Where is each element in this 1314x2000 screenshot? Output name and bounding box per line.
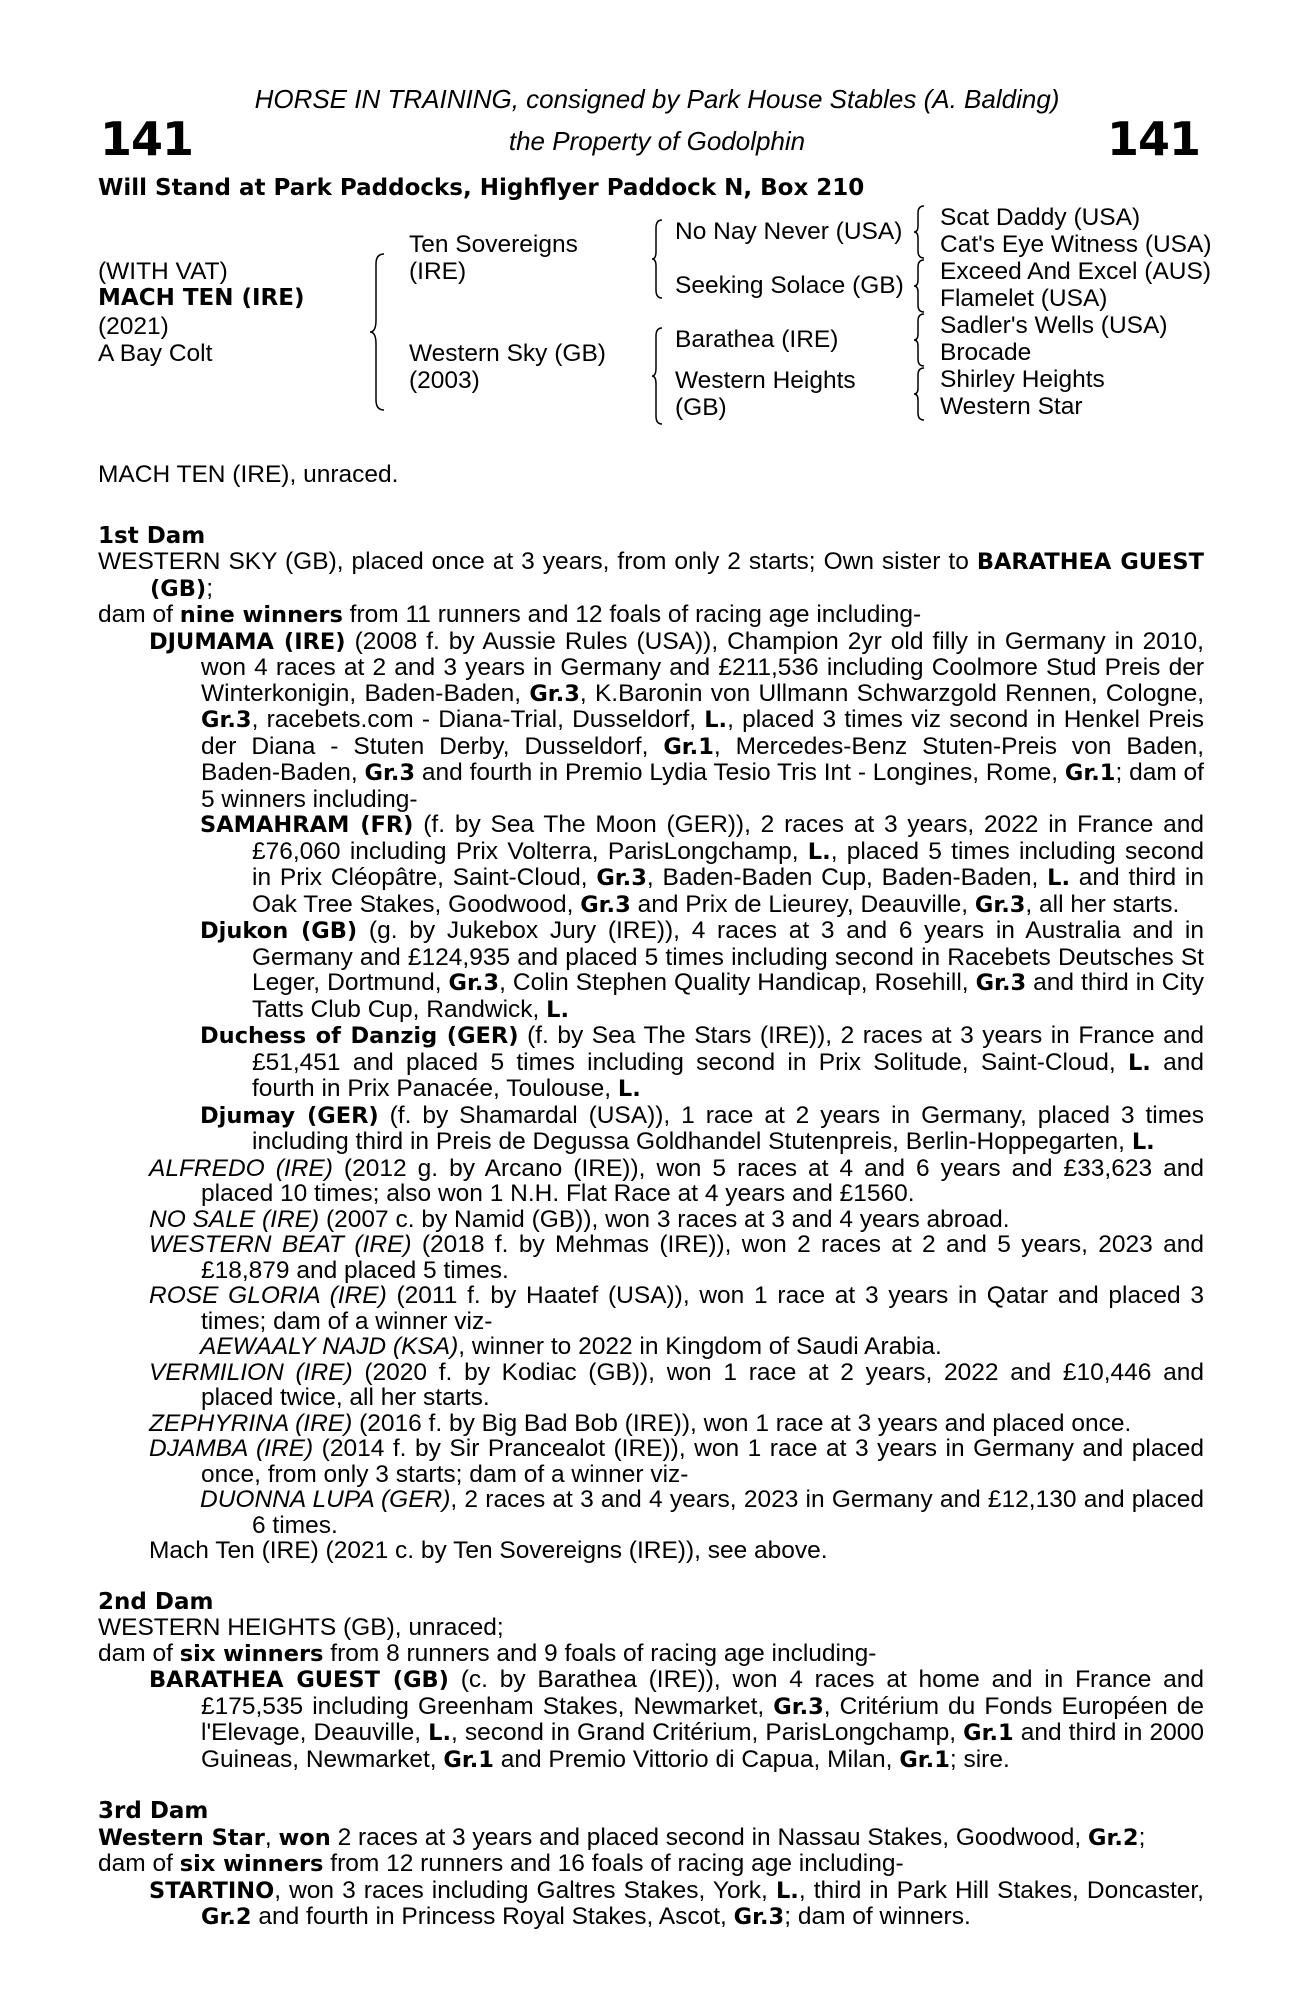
sds: Exceed And Excel (AUS) [940, 258, 1211, 285]
horse-name: MACH TEN (IRE) [98, 285, 305, 311]
progeny-duchess-of-danzig: Duchess of Danzig (GER) (f. by Sea The Stars (IRE)), 2 races at 3 years in France and £51,451 and placed 5 times including second in Prix Solitude, Saint-Cloud, L. and fourth in Prix Panacée, Toulouse, L. [200, 1022, 1204, 1102]
second-dam-intro: WESTERN HEIGHTS (GB), unraced; [98, 1614, 504, 1641]
first-dam-heading: 1st Dam [98, 522, 206, 549]
progeny-duonna-lupa: DUONNA LUPA (GER), 2 races at 3 and 4 years, 2023 in Germany and £12,130 and placed 6 times. [200, 1486, 1204, 1539]
progeny-mach-ten: Mach Ten (IRE) (2021 c. by Ten Sovereigns (IRE)), see above. [149, 1537, 828, 1564]
pedigree-brace-7 [912, 366, 928, 422]
horse-year: (2021) [98, 313, 169, 340]
sdd: Flamelet (USA) [940, 285, 1108, 312]
lot-number-right: 141 [1106, 112, 1200, 166]
sire-dam: Seeking Solace (GB) [675, 272, 904, 299]
pedigree-brace-1 [368, 252, 388, 412]
pedigree-brace-4 [912, 204, 928, 260]
pedigree-brace-2 [650, 218, 666, 300]
catalogue-body [98, 462, 1204, 1931]
ssd: Cat's Eye Witness (USA) [940, 231, 1212, 258]
progeny-djumay: Djumay (GER) (f. by Shamardal (USA)), 1 race at 2 years in Germany, placed 3 times including third in Preis de Degussa Goldhandel Stutenpreis, Berlin-Hoppegarten, L. [200, 1101, 1204, 1155]
dss: Sadler's Wells (USA) [940, 312, 1168, 339]
pedigree-brace-6 [912, 312, 928, 368]
dam-year: (2003) [409, 367, 480, 394]
sire-name: Ten Sovereigns [409, 231, 578, 258]
first-dam-produce: dam of nine winners from 11 runners and 12 foals of racing age including- [98, 601, 922, 628]
dds: Shirley Heights [940, 366, 1105, 393]
third-dam-produce: dam of six winners from 12 runners and 16 foals of racing age including- [98, 1850, 904, 1877]
second-dam-heading: 2nd Dam [98, 1588, 214, 1615]
property-line: the Property of Godolphin [508, 126, 806, 156]
progeny-western-beat: WESTERN BEAT (IRE) (2018 f. by Mehmas (IRE)), won 2 races at 2 and 5 years, 2023 and £18,879 and placed 5 times. [149, 1231, 1204, 1284]
dam-dam: Western Heights [675, 367, 856, 394]
third-dam-heading: 3rd Dam [98, 1798, 209, 1824]
dam-name: Western Sky (GB) [409, 340, 606, 367]
progeny-djukon: Djukon (GB) (g. by Jukebox Jury (IRE)), 4 races at 3 and 6 years in Australia and in Germany and £124,935 and placed 5 times including second in Racebets Deutsches St Leger, Dortmund, Gr.3, Colin Stephen Quality Handicap, Rosehill, Gr.3 and third in City Tatts Club Cup, Randwick, L. [200, 917, 1204, 1023]
third-dam-intro: Western Star, won 2 races at 3 years and placed second in Nassau Stakes, Goodwood, Gr.2; [98, 1823, 1146, 1851]
racing-summary: MACH TEN (IRE), unraced. [98, 461, 399, 488]
vat-note: (WITH VAT) [98, 258, 228, 285]
progeny-djumama: DJUMAMA (IRE) (2008 f. by Aussie Rules (USA)), Champion 2yr old filly in Germany in 2010, won 4 races at 2 and 3 years in Germany and £211,536 including Coolmore Stud Preis der Winterkonigin, Baden-Baden, Gr.3, K.Baronin von Ullmann Schwarzgold Rennen, Cologne, Gr.3, racebets.com - Diana-Trial, Dusseldorf, L., placed 3 times viz second in Henkel Preis der Diana - Stuten Derby, Dusseldorf, Gr.1, Mercedes-Benz Stuten-Preis von Baden, Baden-Baden, Gr.3 and fourth in Premio Lydia Tesio Tris Int - Longines, Rome, Gr.1; dam of 5 winners including- [149, 627, 1205, 813]
sss: Scat Daddy (USA) [940, 204, 1141, 231]
first-dam-intro: WESTERN SKY (GB), placed once at 3 years, from only 2 starts; Own sister to BARATHEA GUEST (GB); [98, 548, 1204, 602]
progeny-aewaaly-najd: AEWAALY NAJD (KSA), winner to 2022 in Kingdom of Saudi Arabia. [200, 1333, 942, 1360]
progeny-vermilion: VERMILION (IRE) (2020 f. by Kodiac (GB)), won 1 race at 2 years, 2022 and £10,446 and placed twice, all her starts. [149, 1358, 1204, 1411]
consignment-line: HORSE IN TRAINING, consigned by Park House Stables (A. Balding) [254, 84, 1060, 114]
progeny-barathea-guest: BARATHEA GUEST (GB) (c. by Barathea (IRE)), won 4 races at home and in France and £175,535 including Greenham Stakes, Newmarket, Gr.3, Critérium du Fonds Européen de l'Elevage, Deauville, L., second in Grand Critérium, ParisLongchamp, Gr.1 and third in 2000 Guineas, Newmarket, Gr.1 and Premio Vittorio di Capua, Milan, Gr.1; sire. [149, 1666, 1204, 1773]
progeny-zephyrina: ZEPHYRINA (IRE) (2016 f. by Big Bad Bob (IRE)), won 1 race at 3 years and placed once. [149, 1409, 1132, 1437]
sire-origin: (IRE) [409, 258, 467, 285]
horse-description: A Bay Colt [98, 340, 213, 367]
sire-sire: No Nay Never (USA) [675, 218, 903, 245]
ddd: Western Star [940, 393, 1083, 420]
lot-number-left: 141 [100, 112, 194, 166]
progeny-alfredo: ALFREDO (IRE) (2012 g. by Arcano (IRE)), won 5 races at 4 and 6 years and £33,623 and placed 10 times; also won 1 N.H. Flat Race at 4 years and £1560. [149, 1154, 1204, 1207]
dam-sire: Barathea (IRE) [675, 326, 839, 353]
pedigree-brace-5 [912, 258, 928, 314]
stand-location: Will Stand at Park Paddocks, Highflyer Paddock N, Box 210 [98, 175, 865, 201]
pedigree-brace-3 [650, 326, 666, 426]
second-dam-produce: dam of six winners from 8 runners and 9 foals of racing age including- [98, 1639, 877, 1667]
progeny-samahram: SAMAHRAM (FR) (f. by Sea The Moon (GER)), 2 races at 3 years, 2022 in France and £76,060 including Prix Volterra, ParisLongchamp, L., placed 5 times including second in Prix Cléopâtre, Saint-Cloud, Gr.3, Baden-Baden Cup, Baden-Baden, L. and third in Oak Tree Stakes, Goodwood, Gr.3 and Prix de Lieurey, Deauville, Gr.3, all her starts. [200, 811, 1205, 918]
progeny-startino: STARTINO, won 3 races including Galtres Stakes, York, L., third in Park Hill Stakes, Doncaster, Gr.2 and fourth in Princess Royal Stakes, Ascot, Gr.3; dam of winners. [149, 1876, 1204, 1930]
progeny-djamba: DJAMBA (IRE) (2014 f. by Sir Prancealot (IRE)), won 1 race at 3 years in Germany and placed once, from only 3 starts; dam of a winner viz- [149, 1435, 1204, 1488]
progeny-no-sale: NO SALE (IRE) (2007 c. by Namid (GB)), won 3 races at 3 and 4 years abroad. [149, 1205, 1010, 1233]
dam-dam-origin: (GB) [675, 394, 727, 421]
progeny-rose-gloria: ROSE GLORIA (IRE) (2011 f. by Haatef (USA)), won 1 race at 3 years in Qatar and placed 3 times; dam of a winner viz- [149, 1282, 1204, 1335]
dsd: Brocade [940, 339, 1032, 366]
